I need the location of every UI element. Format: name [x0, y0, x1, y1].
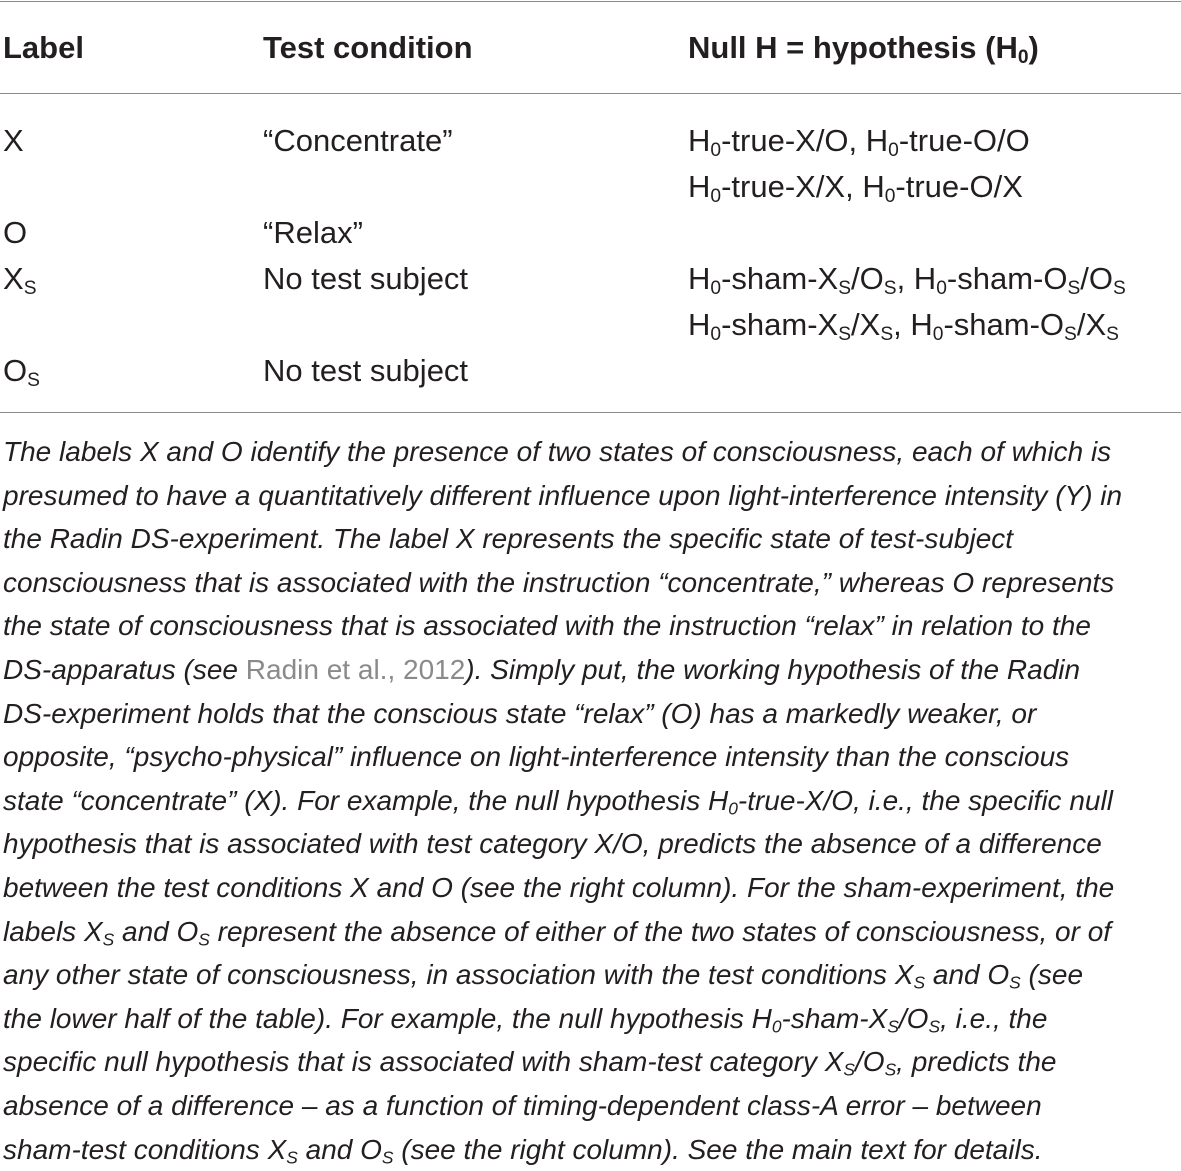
- footnote-line: hypothesis that is associated with test category X/O, predicts the absence of a difference: [3, 822, 1181, 866]
- footnote-line: state “concentrate” (X). For example, the null hypothesis $H_0-true-X/O$, i.e., the specific null: [3, 779, 1181, 823]
- row-os-condition: No test subject: [263, 348, 468, 394]
- footnote-line: sham-test conditions $X_S$ and $O_S$ (see the right column). See the main text for details.: [3, 1128, 1181, 1171]
- footnote-line: absence of a difference – as a function of timing-dependent class-A error – between: [3, 1084, 1181, 1128]
- row-x-label: X: [3, 118, 24, 164]
- row-x-hypothesis-2: $H_0-true-X/X$, $H_0-true-O/X$: [688, 164, 1023, 210]
- row-x-hypothesis-1: $H_0-true-X/O$, $H_0-true-O/O$: [688, 118, 1030, 164]
- table-bottom-rule: [0, 412, 1181, 413]
- row-x-condition: “Concentrate”: [263, 118, 453, 164]
- row-xs-hypothesis-2: $H_0-sham-X_S/X_S$, $H_0-sham-O_S/X_S$: [688, 302, 1119, 348]
- footnote-line: labels $X_S$ and $O_S$ represent the absence of either of the two states of consciousness, or of: [3, 910, 1181, 954]
- footnote-line: opposite, “psycho-physical” influence on light-interference intensity than the conscious: [3, 735, 1181, 779]
- row-os-label: $O_S$: [3, 348, 40, 394]
- footnote-line: presumed to have a quantitatively different influence upon light-interference intensity (Y) in: [3, 474, 1181, 518]
- row-xs-label: $X_S$: [3, 256, 37, 302]
- footnote-line: between the test conditions X and O (see the right column). For the sham-experiment, the: [3, 866, 1181, 910]
- header-label: Label: [3, 26, 84, 70]
- footnote-line: the Radin DS-experiment. The label X represents the specific state of test-subject: [3, 517, 1181, 561]
- table-top-rule: [0, 1, 1181, 2]
- row-o-condition: “Relax”: [263, 210, 363, 256]
- table-footnote: [3, 430, 1181, 1171]
- footnote-line: The labels X and O identify the presence of two states of consciousness, each of which is: [3, 430, 1181, 474]
- footnote-line: the lower half of the table). For example, the null hypothesis $H_0-sham-X_S/O_S$, i.e., the: [3, 997, 1181, 1041]
- row-o-label: O: [3, 210, 27, 256]
- footnote-line: consciousness that is associated with the instruction “concentrate,” whereas O represents: [3, 561, 1181, 605]
- header-test-condition: Test condition: [263, 26, 473, 70]
- footnote-line: DS-experiment holds that the conscious state “relax” (O) has a markedly weaker, or: [3, 692, 1181, 736]
- footnote-line: DS-apparatus (see Radin et al., 2012). Simply put, the working hypothesis of the Radin: [3, 648, 1181, 692]
- footnote-line: specific null hypothesis that is associated with sham-test category $X_S/O_S$, predicts the: [3, 1040, 1181, 1084]
- header-null-hypothesis: Null H = hypothesis $(H_0)$: [688, 26, 1039, 70]
- citation-link[interactable]: Radin et al., 2012: [246, 654, 466, 685]
- footnote-line: any other state of consciousness, in association with the test conditions $X_S$ and $O_S$ (see: [3, 953, 1181, 997]
- row-xs-condition: No test subject: [263, 256, 468, 302]
- table-header-rule: [0, 93, 1181, 94]
- row-xs-hypothesis-1: $H_0-sham-X_S/O_S$, $H_0-sham-O_S/O_S$: [688, 256, 1126, 302]
- footnote-line: the state of consciousness that is associated with the instruction “relax” in relation to the: [3, 604, 1181, 648]
